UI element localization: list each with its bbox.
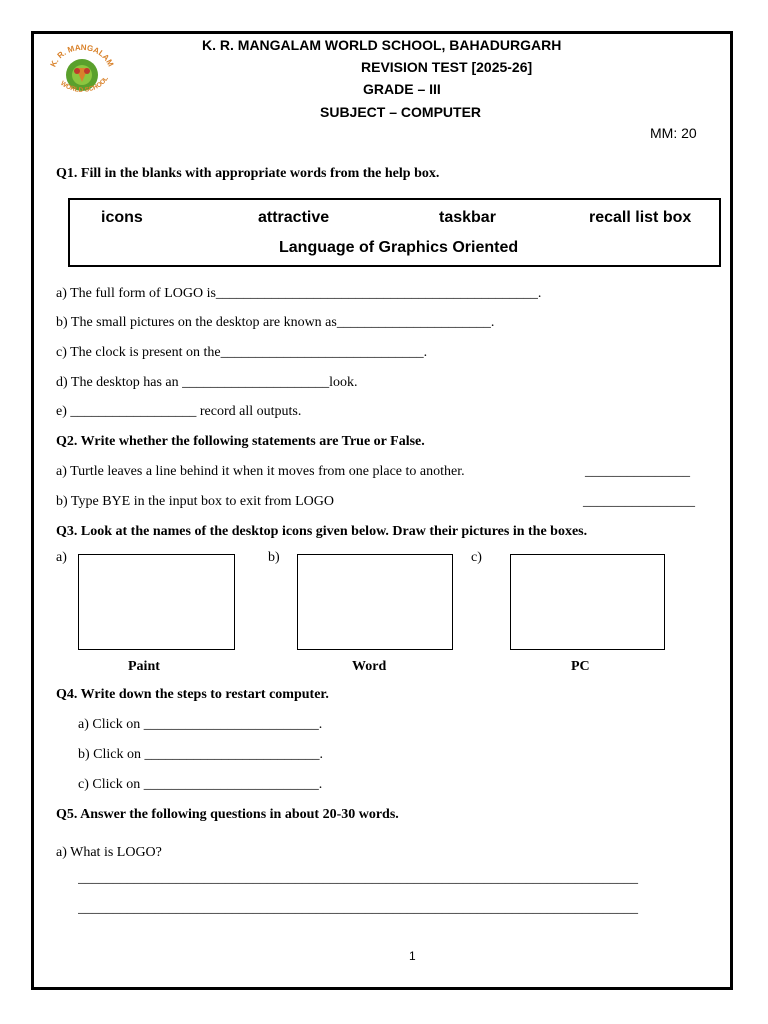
help-word: Language of Graphics Oriented bbox=[279, 239, 519, 256]
test-title: REVISION TEST [2025-26] bbox=[361, 59, 533, 75]
q3-letter: c) bbox=[471, 550, 482, 565]
q1-title: Q1. Fill in the blanks with appropriate words from the help box. bbox=[56, 166, 440, 181]
q5-title: Q5. Answer the following questions in about 20-30 words. bbox=[56, 807, 399, 822]
answer-line: ________________________________________________________________________________ bbox=[78, 901, 638, 916]
q4-title: Q4. Write down the steps to restart computer. bbox=[56, 687, 329, 702]
q1-item: e) __________________ record all outputs. bbox=[56, 404, 302, 419]
q1-item: d) The desktop has an _____________________look. bbox=[56, 375, 358, 390]
drawing-box-pc bbox=[510, 554, 665, 650]
q4-step: c) Click on _________________________. bbox=[78, 777, 323, 792]
q3-letter: a) bbox=[56, 550, 67, 565]
q1-item: a) The full form of LOGO is______________________________________________. bbox=[56, 286, 542, 301]
q1-item: b) The small pictures on the desktop are known as______________________. bbox=[56, 315, 495, 330]
help-word: icons bbox=[101, 209, 143, 226]
answer-line: ________________________________________________________________________________ bbox=[78, 871, 638, 886]
q2-title: Q2. Write whether the following statements are True or False. bbox=[56, 434, 425, 449]
drawing-box-word bbox=[297, 554, 453, 650]
q4-step: b) Click on _________________________. bbox=[78, 747, 323, 762]
q1-item: c) The clock is present on the_____________________________. bbox=[56, 345, 428, 360]
grade-label: GRADE – III bbox=[363, 81, 441, 97]
icon-label-paint: Paint bbox=[128, 659, 160, 674]
page-number: 1 bbox=[409, 949, 416, 963]
subject-label: SUBJECT – COMPUTER bbox=[320, 104, 482, 120]
help-word: taskbar bbox=[439, 209, 496, 226]
icon-label-pc: PC bbox=[571, 659, 590, 674]
q3-title: Q3. Look at the names of the desktop icons given below. Draw their pictures in the boxes. bbox=[56, 524, 588, 539]
help-word: attractive bbox=[258, 209, 330, 226]
drawing-box-paint bbox=[78, 554, 235, 650]
help-word: recall list box bbox=[589, 209, 692, 226]
school-name: K. R. MANGALAM WORLD SCHOOL, BAHADURGARH bbox=[202, 37, 562, 53]
icon-label-word: Word bbox=[352, 659, 387, 674]
q2-answer-blank: ________________ bbox=[583, 494, 695, 509]
school-logo bbox=[46, 44, 118, 102]
help-box bbox=[68, 198, 721, 267]
q4-step: a) Click on _________________________. bbox=[78, 717, 323, 732]
logo-text-bottom: WORLD SCHOOL bbox=[59, 75, 110, 94]
q3-letter: b) bbox=[268, 550, 280, 565]
q2-statement: b) Type BYE in the input box to exit from LOGO bbox=[56, 494, 334, 509]
q2-answer-blank: _______________ bbox=[585, 464, 690, 479]
q5-question: a) What is LOGO? bbox=[56, 845, 162, 860]
logo-text-top: K. R. MANGALAM bbox=[48, 44, 116, 69]
max-marks: MM: 20 bbox=[650, 125, 697, 141]
q2-statement: a) Turtle leaves a line behind it when it moves from one place to another. bbox=[56, 464, 465, 479]
